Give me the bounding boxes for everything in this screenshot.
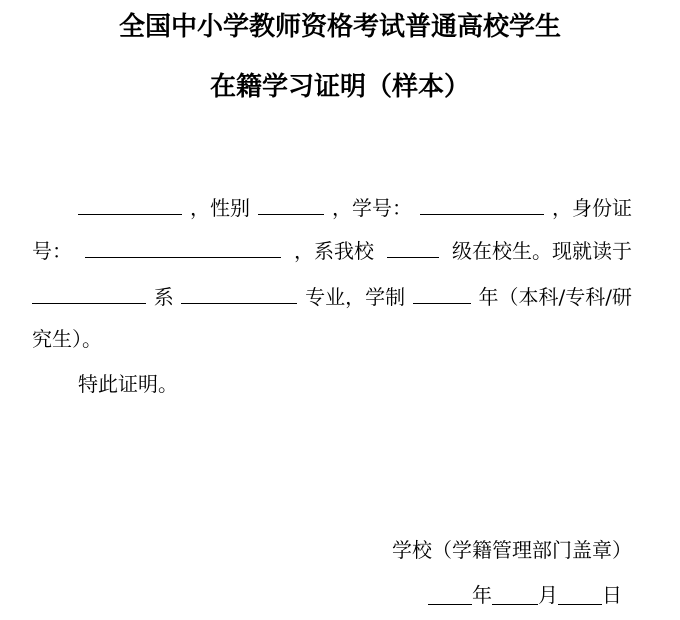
years-label: 年（本科/专科/研 [478,285,632,309]
name-blank [78,194,182,215]
gender-blank [258,194,324,215]
month-blank [492,584,538,605]
paragraph-line-1 [32,194,632,220]
grade-blank [387,237,439,258]
department-blank [32,283,146,304]
certify-line [32,372,632,396]
day-blank [558,584,602,605]
paragraph-line-3 [32,283,632,309]
paragraph-line-2 [32,237,632,263]
gender-label: ，性别 [190,196,250,220]
id-card-label-cont: 号： [32,239,72,263]
major-label: 专业，学制 [305,285,406,309]
certify-text: 特此证明。 [78,372,178,396]
school-grade-prefix: ，系我校 [294,239,374,263]
student-id-label: ，学号： [332,196,412,220]
id-card-blank [85,237,281,258]
department-label: 系 [153,285,174,309]
major-blank [181,283,297,304]
paragraph-line-4 [32,327,632,351]
day-label: 日 [602,583,622,607]
year-blank [428,584,472,605]
student-id-blank [420,194,544,215]
month-label: 月 [538,583,558,607]
document-title-line-1: 全国中小学教师资格考试普通高校学生 [118,12,561,42]
document-title-line-2: 在籍学习证明（样本） [209,72,470,102]
years-blank [413,283,471,304]
degree-label-cont: 究生）。 [32,327,102,351]
date-line [428,583,622,607]
school-seal-label: 学校（学籍管理部门盖章） [392,538,632,562]
year-label: 年 [472,583,492,607]
school-grade-suffix: 级在校生。现就读于 [452,239,632,263]
id-card-label: ，身份证 [552,196,632,220]
